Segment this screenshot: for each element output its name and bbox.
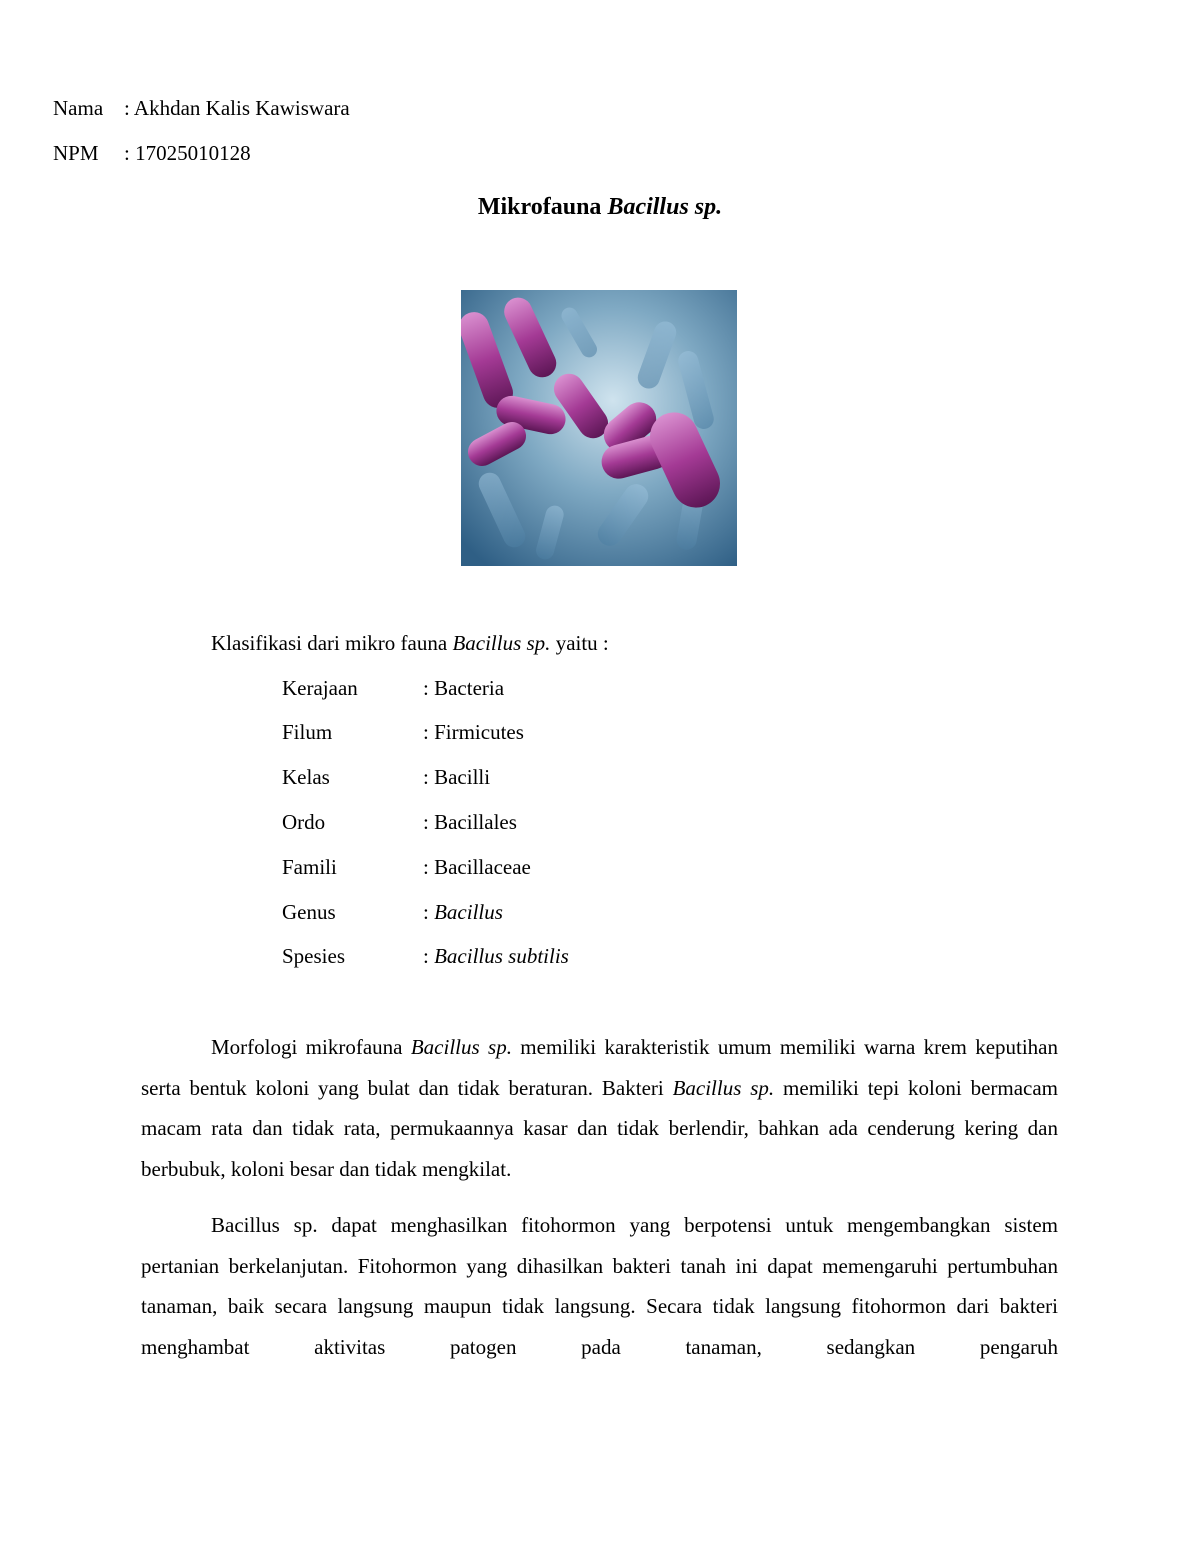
value-text: Firmicutes — [434, 720, 524, 744]
p1-italic-2: Bacillus sp. — [672, 1075, 775, 1100]
classification-value — [423, 810, 517, 835]
classification-label: Kelas — [282, 765, 330, 789]
classification-value — [423, 944, 569, 969]
intro-suffix: yaitu : — [550, 631, 609, 655]
value-text: Bacillaceae — [434, 855, 531, 879]
classification-label: Spesies — [282, 944, 345, 968]
intro-prefix: Klasifikasi dari mikro fauna — [211, 631, 453, 655]
separator: : — [423, 765, 435, 789]
separator: : — [423, 810, 435, 834]
classification-value — [423, 855, 531, 880]
classification-label: Famili — [282, 855, 337, 879]
title-italic: Bacillus sp. — [607, 194, 723, 220]
classification-value — [423, 765, 490, 790]
classification-label: Filum — [282, 720, 333, 744]
p1-italic-1: Bacillus sp. — [410, 1035, 512, 1059]
classification-label: Ordo — [282, 810, 326, 834]
npm-label: NPM — [53, 141, 99, 165]
value-text: Bacilli — [434, 765, 491, 789]
p1-text-2: memiliki karakteristik umum memiliki warna krem keputihan serta bentuk koloni yang bulat dan tidak beraturan. Bakteri — [141, 1035, 1059, 1100]
separator: : — [423, 944, 435, 968]
value-text: Bacillus subtilis — [434, 944, 569, 968]
morphology-paragraph — [141, 1027, 1058, 1189]
phytohormone-paragraph — [141, 1205, 1058, 1367]
name-value: : Akhdan Kalis Kawiswara — [124, 96, 350, 120]
intro-italic: Bacillus sp. — [452, 631, 551, 655]
classification-value — [423, 720, 524, 745]
bacteria-rods-illustration-icon — [461, 290, 737, 566]
classification-intro — [211, 631, 609, 656]
p2-text: Bacillus sp. dapat menghasilkan fitohormon yang berpotensi untuk mengembangkan sistem pertanian berkelanjutan. Fitohormon yang dihasilkan bakteri tanah ini dapat memengaruhi pertumbuhan tanaman, baik secara langsung maupun tidak langsung. Secara tidak langsung fitohormon dari bakteri menghambat aktivitas patogen pada tanaman, sedangkan pengaruh — [141, 1213, 1058, 1359]
classification-value — [423, 900, 503, 925]
name-label: Nama — [53, 96, 104, 120]
value-text: Bacillales — [434, 810, 517, 834]
p1-text-3: memiliki tepi koloni bermacam macam rata dan tidak rata, permukaannya kasar dan tidak berlendir, bahkan ada cenderung kering dan berbubuk, koloni besar dan tidak mengkilat. — [141, 1075, 1059, 1181]
npm-value: : 17025010128 — [124, 141, 251, 165]
title-prefix: Mikrofauna — [477, 194, 608, 220]
page-title — [0, 194, 1200, 221]
separator: : — [423, 900, 435, 924]
classification-label: Kerajaan — [282, 676, 358, 700]
separator: : — [423, 720, 435, 744]
classification-value — [423, 676, 504, 701]
value-text: Bacillus — [434, 900, 503, 924]
p1-text-1: Morfologi mikrofauna — [211, 1035, 411, 1059]
separator: : — [423, 855, 435, 879]
separator: : — [423, 676, 435, 700]
classification-label: Genus — [282, 900, 336, 924]
value-text: Bacteria — [434, 676, 505, 700]
